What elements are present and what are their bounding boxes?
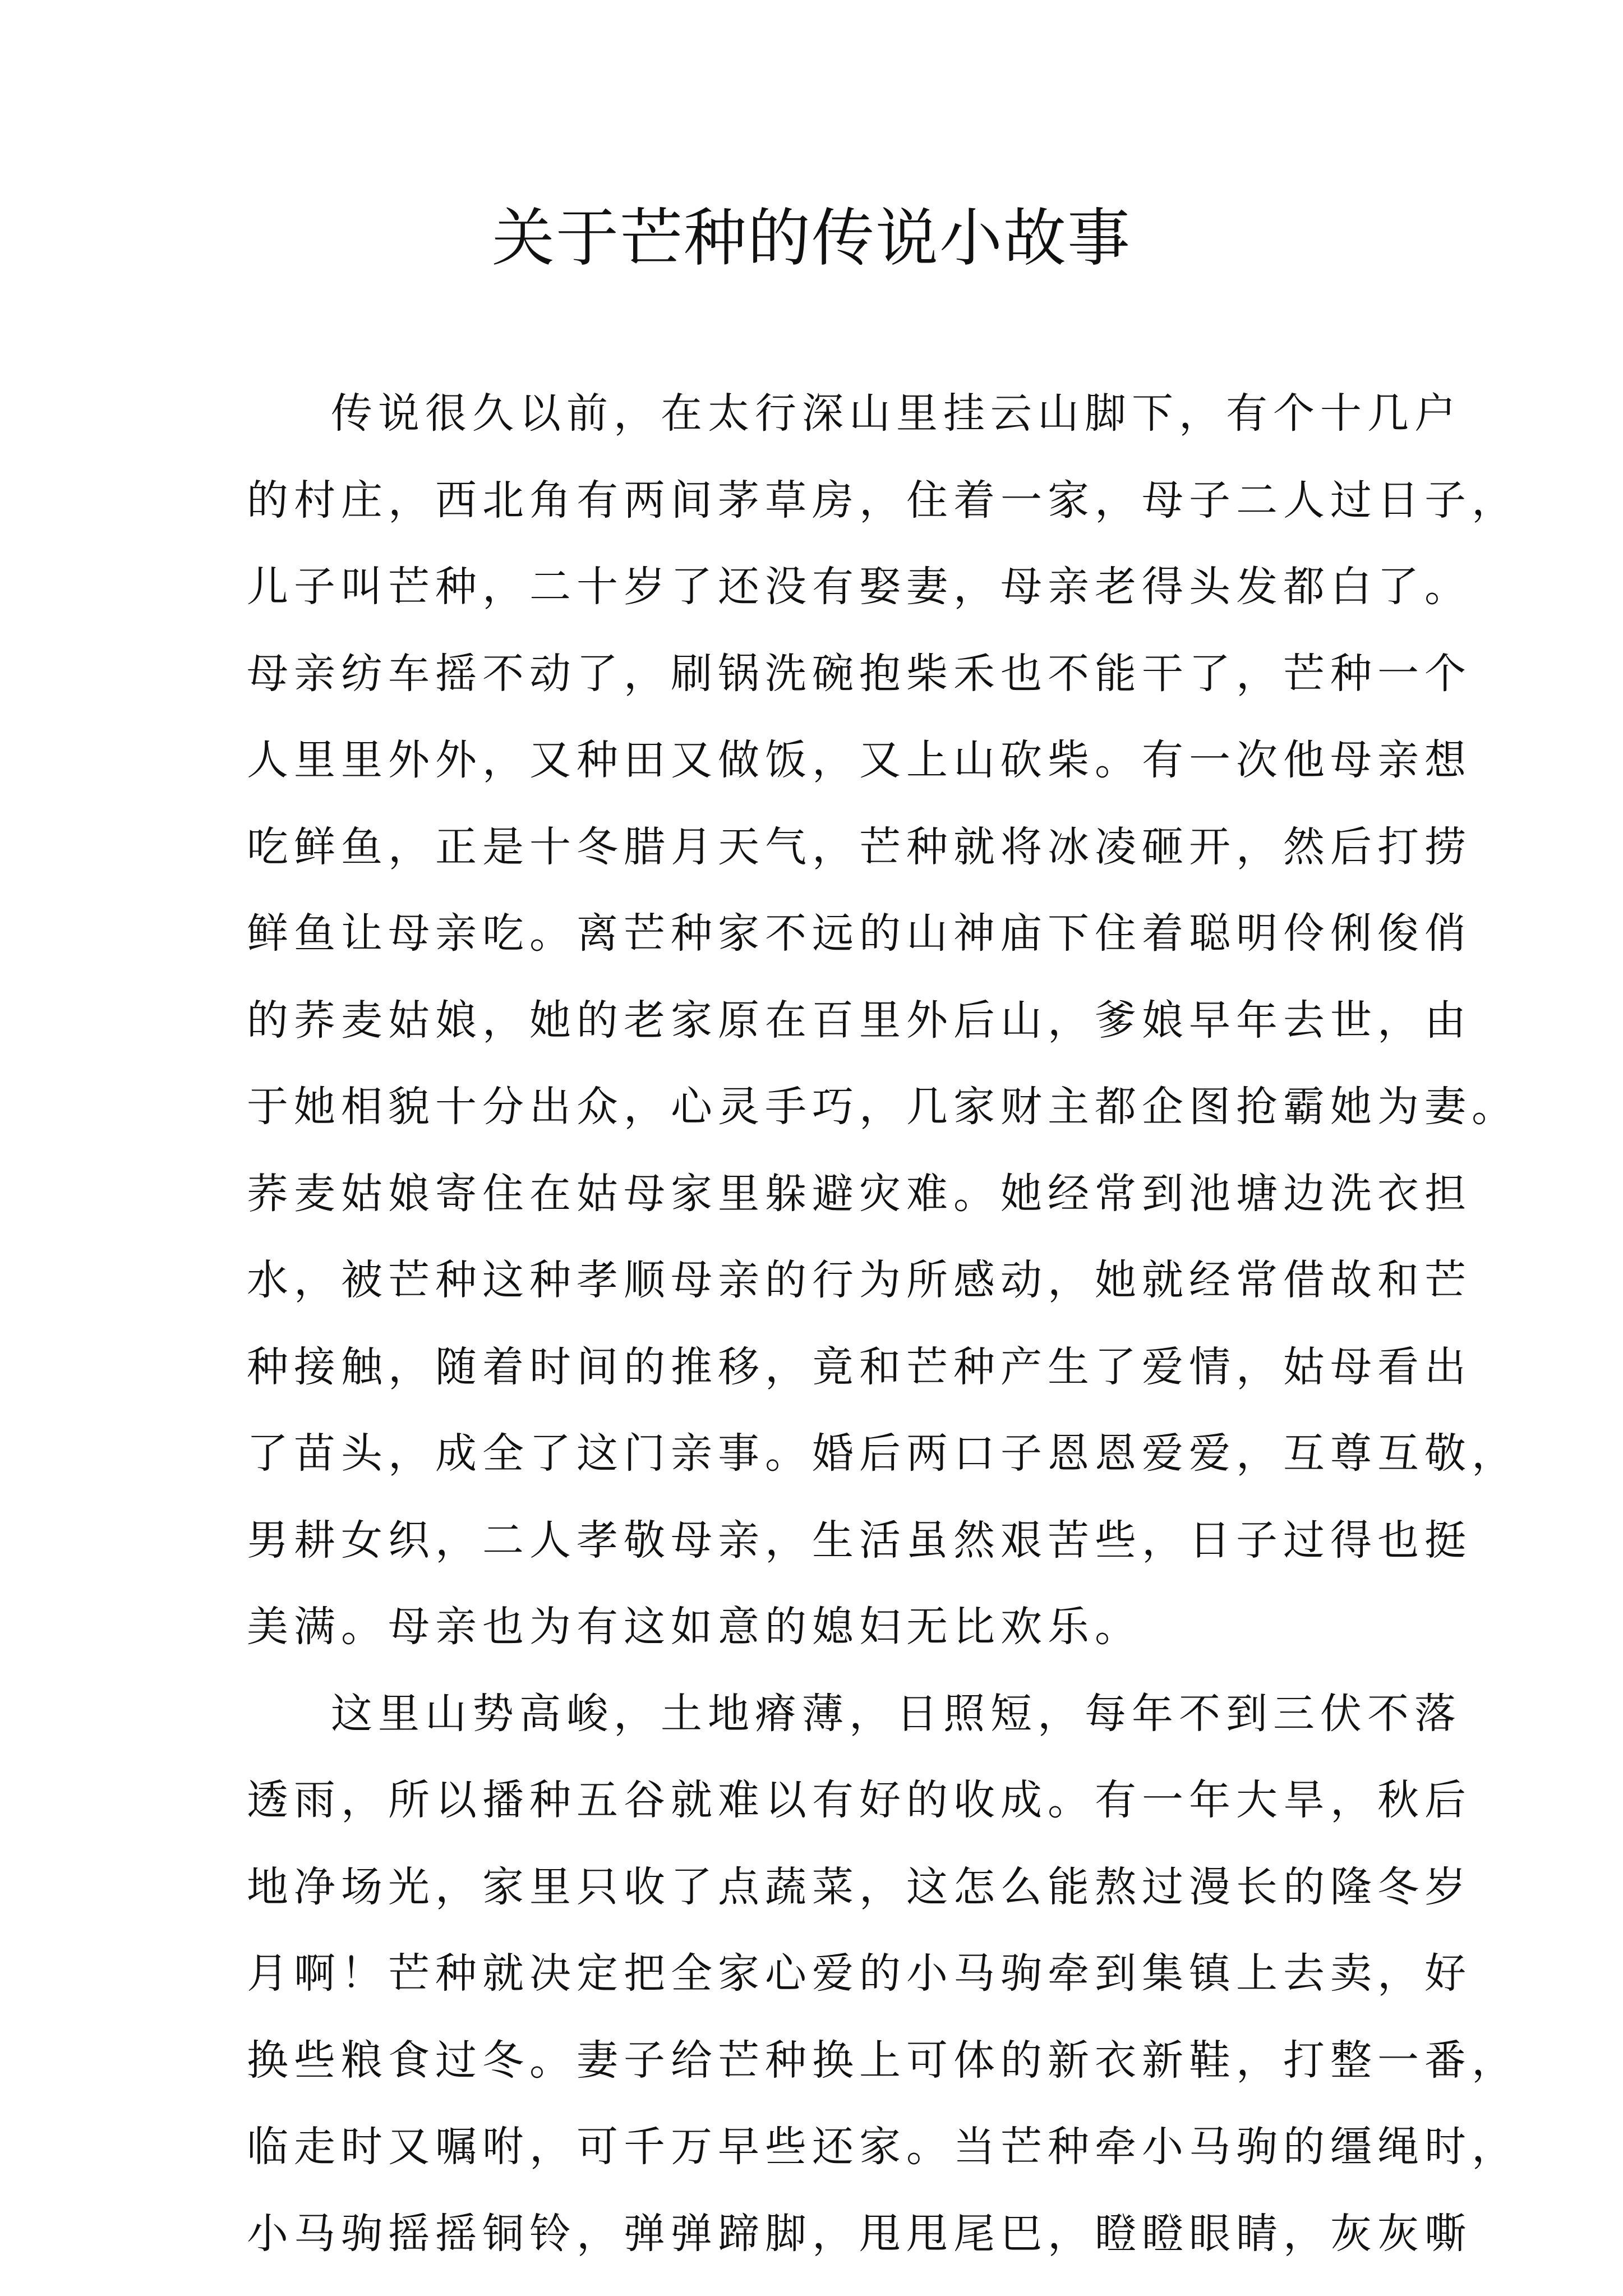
paragraph-line: 荞麦姑娘寄住在姑母家里躲避灾难。她经常到池塘边洗衣担 — [247, 1169, 1472, 1218]
paragraph-line: 男耕女织，二人孝敬母亲，生活虽然艰苦些，日子过得也挺 — [247, 1516, 1472, 1565]
paragraph-line: 临走时又嘱咐，可千万早些还家。当芒种牵小马驹的缰绳时， — [247, 2123, 1519, 2171]
paragraph-line: 换些粮食过冬。妻子给芒种换上可体的新衣新鞋，打整一番， — [247, 2036, 1519, 2085]
paragraph-line: 母亲纺车摇不动了，刷锅洗碗抱柴禾也不能干了，芒种一个 — [247, 649, 1472, 698]
paragraph-line: 美满。母亲也为有这如意的媳妇无比欢乐。 — [247, 1603, 1142, 1651]
paragraph-line: 的荞麦姑娘，她的老家原在百里外后山，爹娘早年去世，由 — [247, 996, 1472, 1045]
paragraph-line: 水，被芒种这种孝顺母亲的行为所感动，她就经常借故和芒 — [247, 1256, 1472, 1304]
paragraph-line: 透雨，所以播种五谷就难以有好的收成。有一年大旱，秋后 — [247, 1776, 1472, 1824]
paragraph-line: 传说很久以前，在太行深山里挂云山脚下，有个十几户 — [331, 389, 1461, 438]
paragraph-line: 这里山势高峻，土地瘠薄，日照短，每年不到三伏不落 — [331, 1689, 1461, 1738]
document-body — [247, 370, 1519, 2277]
paragraph-line: 鲜鱼让母亲吃。离芒种家不远的山神庙下住着聪明伶俐俊俏 — [247, 909, 1472, 958]
paragraph-line: 种接触，随着时间的推移，竟和芒种产生了爱情，姑母看出 — [247, 1342, 1472, 1391]
paragraph-line: 于她相貌十分出众，心灵手巧，几家财主都企图抢霸她为妻。 — [247, 1083, 1519, 1131]
paragraph-line: 的村庄，西北角有两间茅草房，住着一家，母子二人过日子， — [247, 476, 1519, 524]
document-title: 关于芒种的传说小故事 — [492, 202, 1131, 275]
paragraph-line: 了苗头，成全了这门亲事。婚后两口子恩恩爱爱，互尊互敬， — [247, 1429, 1519, 1478]
paragraph-line: 小马驹摇摇铜铃，弹弹蹄脚，甩甩尾巴，瞪瞪眼睛，灰灰嘶 — [247, 2209, 1472, 2258]
paragraph-line: 地净场光，家里只收了点蔬菜，这怎么能熬过漫长的隆冬岁 — [247, 1862, 1472, 1911]
paragraph-line: 儿子叫芒种，二十岁了还没有娶妻，母亲老得头发都白了。 — [247, 563, 1472, 611]
paragraph-line: 人里里外外，又种田又做饭，又上山砍柴。有一次他母亲想 — [247, 736, 1472, 784]
paragraph-line: 月啊！芒种就决定把全家心爱的小马驹牵到集镇上去卖，好 — [247, 1949, 1472, 1998]
paragraph-line: 吃鲜鱼，正是十冬腊月天气，芒种就将冰凌砸开，然后打捞 — [247, 822, 1472, 871]
